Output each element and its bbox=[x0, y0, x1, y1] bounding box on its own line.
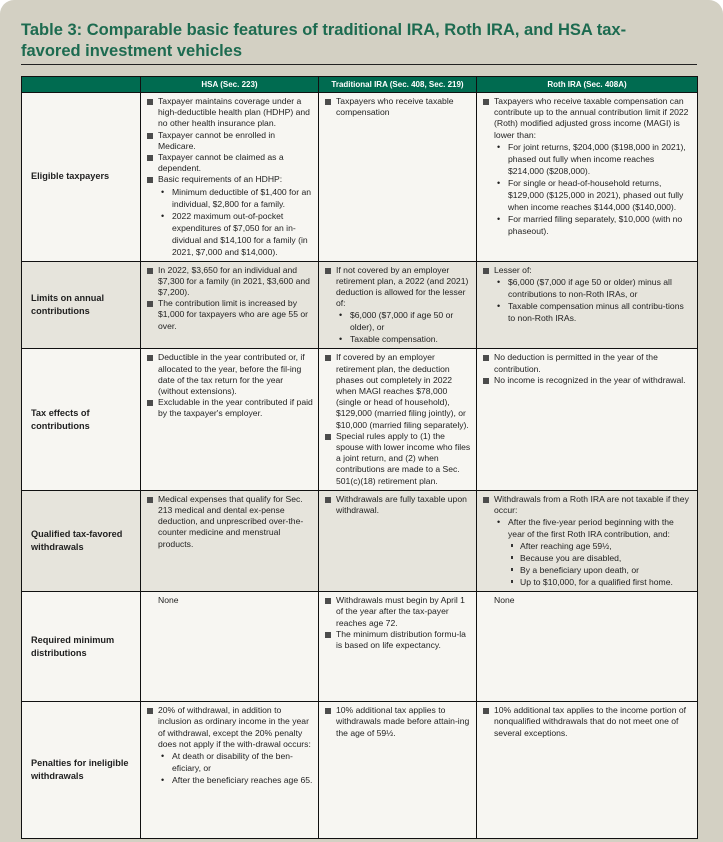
bullet-item: 10% additional tax applies to the income portion of nonqualified withdrawals that do not meet one of several exceptions. bbox=[481, 705, 692, 739]
cell-roth-ira bbox=[477, 592, 698, 702]
bullet-text: Lesser of: bbox=[494, 264, 532, 275]
cell-roth-ira bbox=[477, 261, 698, 349]
cell-hsa bbox=[141, 261, 319, 349]
sub-bullet-item bbox=[494, 516, 692, 588]
table-row-required-minimum-distributions bbox=[22, 592, 698, 702]
bullet-item: 10% additional tax applies to withdrawals made before attain-ing the age of 59½. bbox=[323, 705, 471, 739]
header-row bbox=[22, 77, 698, 93]
cell-roth-ira bbox=[477, 490, 698, 591]
cell-hsa bbox=[141, 592, 319, 702]
cell-traditional-ira bbox=[319, 490, 477, 591]
bullet-item: Deductible in the year contributed or, if allocated to the year, before the fil-ing date of the tax return for the year (without extensions). bbox=[145, 352, 313, 397]
bullet-item bbox=[481, 494, 692, 588]
header-traditional-ira: Traditional IRA (Sec. 408, Sec. 219) bbox=[319, 77, 477, 93]
bullet-item: Special rules apply to (1) the spouse with lower income who files a joint return, and (2) when contributions are made to a Sec. 501(c)(18) retirement plan. bbox=[323, 431, 471, 487]
cell-roth-ira bbox=[477, 93, 698, 262]
table-title: Table 3: Comparable basic features of traditional IRA, Roth IRA, and HSA tax-favored investment vehicles bbox=[21, 21, 627, 60]
row-label: Required minimum distributions bbox=[22, 592, 141, 702]
bullet-text: Withdrawals from a Roth IRA are not taxable if they occur: bbox=[494, 493, 689, 516]
bullet-item: No income is recognized in the year of withdrawal. bbox=[481, 375, 692, 386]
bullet-item: Taxpayer maintains coverage under a high-deductible health plan (HDHP) and no other health insurance plan. bbox=[145, 96, 313, 130]
sub-bullet-item: • $6,000 ($7,000 if age 50 or older), or bbox=[336, 309, 471, 333]
row-label: Limits on annual contributions bbox=[22, 261, 141, 349]
table-row-qualified-withdrawals bbox=[22, 490, 698, 591]
header-feature bbox=[22, 77, 141, 93]
cell-traditional-ira bbox=[319, 702, 477, 839]
bullet-text: Basic requirements of an HDHP: bbox=[158, 174, 283, 185]
bullet-item: No deduction is permitted in the year of the contribution. bbox=[481, 352, 692, 374]
plain-text: None bbox=[158, 595, 179, 606]
bullet-item bbox=[145, 705, 313, 786]
bullet-item: In 2022, $3,650 for an individual and $7,300 for a family (in 2021, $3,600 and $7,200). bbox=[145, 265, 313, 299]
cell-roth-ira bbox=[477, 702, 698, 839]
table-row-penalties bbox=[22, 702, 698, 839]
plain-text: None bbox=[494, 595, 515, 606]
sub-sub-bullet-item: After reaching age 59½, bbox=[508, 540, 692, 552]
bullet-item: Taxpayer cannot be claimed as a dependent. bbox=[145, 152, 313, 174]
row-label: Tax effects of contributions bbox=[22, 349, 141, 490]
table-row-contribution-limits bbox=[22, 261, 698, 349]
cell-roth-ira bbox=[477, 349, 698, 490]
table-row-eligible-taxpayers bbox=[22, 93, 698, 262]
sub-sub-bullet-item: Up to $10,000, for a qualified first home. bbox=[508, 576, 692, 588]
header-roth-ira: Roth IRA (Sec. 408A) bbox=[477, 77, 698, 93]
bullet-item bbox=[145, 174, 313, 257]
bullet-item: Withdrawals must begin by April 1 of the year after the tax-payer reaches age 72. bbox=[323, 595, 471, 629]
comparison-table bbox=[21, 76, 698, 839]
sub-bullet-item: • After the beneficiary reaches age 65. bbox=[158, 774, 313, 786]
bullet-item: Medical expenses that qualify for Sec. 213 medical and dental ex-pense deduction, and unprescribed over-the-counter medicine and menstrual products. bbox=[145, 494, 313, 550]
bullet-item: The contribution limit is increased by $1,000 for taxpayers who are age 55 or over. bbox=[145, 298, 313, 332]
cell-hsa bbox=[141, 702, 319, 839]
sub-bullet-item: • Minimum deductible of $1,400 for an individual, $2,800 for a family. bbox=[158, 186, 313, 210]
sub-bullet-item: • For married filing separately, $10,000 (with no phaseout). bbox=[494, 213, 692, 237]
sub-bullet-item: • At death or disability of the ben-eficiary, or bbox=[158, 750, 313, 774]
title-divider bbox=[21, 64, 697, 65]
sub-bullet-item: • Taxable compensation. bbox=[336, 333, 471, 345]
bullet-item bbox=[323, 265, 471, 346]
sub-sub-bullet-item: By a beneficiary upon death, or bbox=[508, 564, 692, 576]
bullet-item: The minimum distribution formu-la is based on life expectancy. bbox=[323, 629, 471, 651]
bullet-item: If covered by an employer retirement plan, the deduction phases out completely in 2022 when MAGI reaches $78,000 (single or head of household), $129,000 (married filing jointly), or $10,000 (married filing separately). bbox=[323, 352, 471, 430]
row-label: Qualified tax-favored withdrawals bbox=[22, 490, 141, 591]
bullet-item: Taxpayer cannot be enrolled in Medicare. bbox=[145, 130, 313, 152]
cell-traditional-ira bbox=[319, 592, 477, 702]
bullet-item: Withdrawals are fully taxable upon withdrawal. bbox=[323, 494, 471, 516]
bullet-item: Excludable in the year contributed if paid by the taxpayer's employer. bbox=[145, 397, 313, 419]
cell-traditional-ira bbox=[319, 93, 477, 262]
cell-hsa bbox=[141, 490, 319, 591]
sub-sub-bullet-item: Because you are disabled, bbox=[508, 552, 692, 564]
sub-bullet-item: • $6,000 ($7,000 if age 50 or older) minus all contributions to non-Roth IRAs, or bbox=[494, 276, 692, 300]
sub-bullet-item: • For joint returns, $204,000 ($198,000 in 2021), phased out fully when income reaches $214,000 ($208,000). bbox=[494, 141, 692, 177]
sub-bullet-item: • Taxable compensation minus all contribu-tions to non-Roth IRAs. bbox=[494, 300, 692, 324]
table-row-tax-effects bbox=[22, 349, 698, 490]
row-label: Eligible taxpayers bbox=[22, 93, 141, 262]
bullet-text: 20% of withdrawal, in addition to inclusion as ordinary income in the year of withdrawal, except the 20% penalty does not apply if the with-drawal occurs: bbox=[158, 705, 311, 749]
cell-traditional-ira bbox=[319, 261, 477, 349]
bullet-item: Taxpayers who receive taxable compensation bbox=[323, 96, 471, 118]
row-label: Penalties for ineligible withdrawals bbox=[22, 702, 141, 839]
header-hsa: HSA (Sec. 223) bbox=[141, 77, 319, 93]
sub-bullet-item: • For single or head-of-household returns, $129,000 ($125,000 in 2021), phased out fully when income reaches $144,000 ($140,000). bbox=[494, 177, 692, 213]
bullet-item bbox=[481, 96, 692, 237]
bullet-text: If not covered by an employer retirement plan, a 2022 (and 2021) deduction is allowed for the lesser of: bbox=[336, 264, 469, 309]
sub-bullet-text: After the five-year period beginning with the year of the first Roth IRA contribution, and: bbox=[508, 517, 674, 540]
cell-hsa bbox=[141, 349, 319, 490]
cell-traditional-ira bbox=[319, 349, 477, 490]
cell-hsa bbox=[141, 93, 319, 262]
sub-bullet-item: • 2022 maximum out-of-pocket expenditures of $7,050 for an in-dividual and $14,100 for a family (in 2021, $7,000 and $14,000). bbox=[158, 210, 313, 258]
bullet-text: Taxpayers who receive taxable compensation can contribute up to the annual contribution limit if 2022 (Roth) modified adjusted gross income (MAGI) is lower than: bbox=[494, 96, 689, 140]
bullet-item bbox=[481, 265, 692, 324]
